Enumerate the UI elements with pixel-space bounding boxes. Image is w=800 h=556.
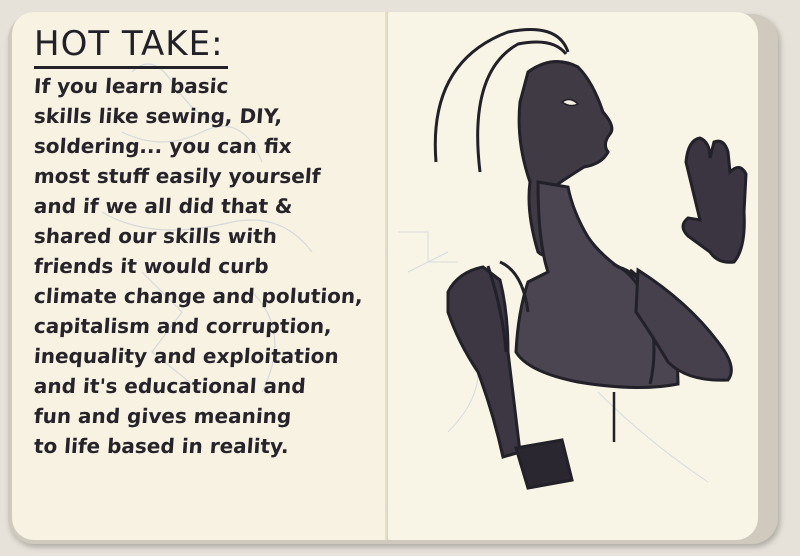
- text-line: and it's educational and: [33, 374, 307, 398]
- text-line: climate change and polution,: [33, 284, 364, 308]
- text-line: soldering... you can fix: [33, 134, 293, 158]
- text-line: skills like sewing, DIY,: [33, 104, 284, 128]
- text-line: friends it would curb: [33, 254, 270, 278]
- text-line: shared our skills with: [33, 224, 278, 248]
- sketchbook: [8, 8, 780, 546]
- text-line: to life based in reality.: [33, 434, 290, 458]
- left-page: [12, 12, 388, 540]
- text-line: and if we all did that &: [33, 194, 294, 218]
- text-line: inequality and exploitation: [33, 344, 340, 368]
- page-title: HOT TAKE:: [34, 22, 228, 69]
- text-line: capitalism and corruption,: [33, 314, 333, 338]
- raised-hand-icon: [683, 138, 746, 262]
- text-line: most stuff easily yourself: [33, 164, 322, 188]
- right-page: [388, 12, 758, 540]
- text-line: fun and gives meaning: [33, 404, 293, 428]
- text-body: [34, 71, 363, 461]
- ink-figure-illustration: [388, 12, 758, 540]
- text-line: If you learn basic: [33, 74, 230, 98]
- left-arm: [448, 267, 520, 457]
- wrist-cuff: [516, 440, 572, 488]
- hot-take-text: [34, 22, 363, 461]
